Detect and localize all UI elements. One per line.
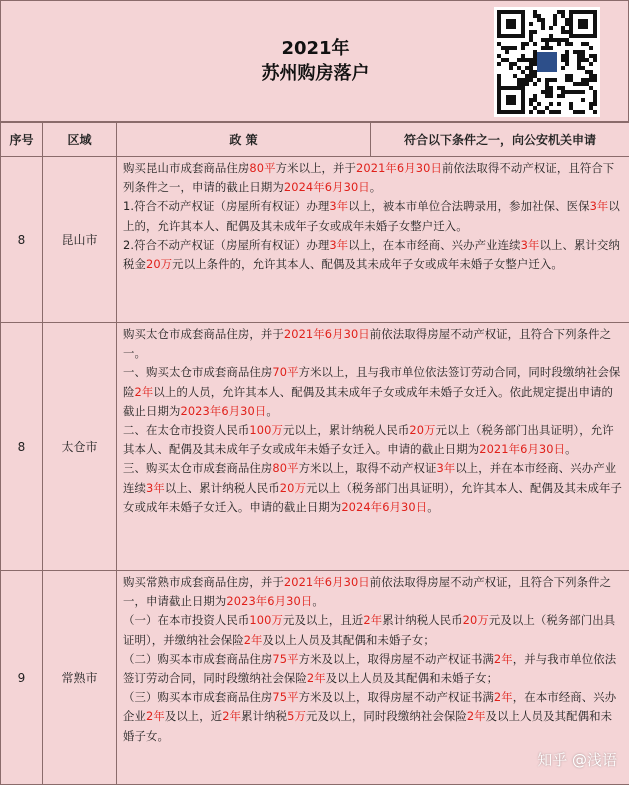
policy-segment: 元以上（税务部门出具证明），允许其本人、配偶及其未成年子女或成年未婚子女迁入。申请的截止日期为 (123, 481, 622, 514)
highlight-text: 2年 (146, 709, 165, 723)
policy-table (0, 122, 629, 785)
policy-segment: 1.符合不动产权证（房屋所有权证）办理 (123, 199, 329, 213)
policy-segment: 以上的，允许其本人、配偶及其未成年子女或成年未婚子女整户迁入。 (123, 199, 620, 232)
highlight-text: 3年 (146, 481, 165, 495)
policy-segment: 购买常熟市成套商品住房，并于 (123, 575, 284, 589)
year-title: 2021年 (1, 34, 629, 60)
policy-segment: 元及以上（税务部门出具证明），并缴纳社会保险 (123, 613, 615, 646)
row-region: 常熟市 (43, 571, 117, 785)
table-row (1, 157, 629, 323)
highlight-text: 20万 (146, 257, 172, 271)
policy-text (117, 323, 629, 571)
policy-segment: （三）购买本市成套商品住房 (123, 690, 272, 704)
highlight-text: 2年 (494, 690, 513, 704)
policy-segment: 前依法取得不动产权证，且符合下列条件之一，申请的截止日期为 (123, 161, 614, 194)
policy-segment: 购买昆山市成套商品住房 (123, 161, 249, 175)
policy-segment: 。 (370, 180, 382, 194)
highlight-text: 20万 (463, 613, 489, 627)
highlight-text: 75平 (272, 652, 298, 666)
highlight-text: 20万 (280, 481, 306, 495)
row-region: 太仓市 (43, 323, 117, 571)
column-header-no: 序号 (1, 123, 43, 157)
highlight-text: 75平 (272, 690, 298, 704)
row-region: 昆山市 (43, 157, 117, 323)
policy-segment: 方米及以上，取得房屋不动产权证书满 (299, 652, 494, 666)
policy-text (117, 157, 629, 323)
policy-segment: 及以上人员及其配偶和未婚子女； (263, 633, 435, 647)
policy-segment: 购买太仓市成套商品住房，并于 (123, 327, 284, 341)
highlight-text: 80平 (249, 161, 275, 175)
policy-segment: 三、购买太仓市成套商品住房 (123, 461, 272, 475)
policy-segment: 方米及以上，取得房屋不动产权证书满 (299, 690, 494, 704)
policy-segment: ，并与我市单位依法签订劳动合同，同时段缴纳社会保险 (123, 652, 616, 685)
table-header-row (1, 123, 629, 157)
highlight-text: 3年 (521, 238, 540, 252)
row-number: 8 (1, 157, 43, 323)
policy-segment: 以上，被本市单位合法聘录用，参加社保、医保 (348, 199, 589, 213)
highlight-text: 3年 (329, 238, 348, 252)
highlight-text: 70平 (272, 365, 298, 379)
policy-segment: 累计纳税 (241, 709, 287, 723)
qr-code-icon[interactable] (494, 7, 600, 117)
highlight-text: 5万 (287, 709, 306, 723)
highlight-text: 2年 (307, 671, 326, 685)
highlight-text: 2年 (244, 633, 263, 647)
highlight-text: 2年 (222, 709, 241, 723)
policy-segment: 二、在太仓市投资人民币 (123, 423, 249, 437)
row-number: 9 (1, 571, 43, 785)
policy-segment: 及以上，近 (165, 709, 222, 723)
policy-segment: 方米以上，并于 (276, 161, 356, 175)
policy-segment: 累计纳税人民币 (382, 613, 462, 627)
policy-segment: 2.符合不动产权证（房屋所有权证）办理 (123, 238, 329, 252)
policy-segment: 以上的人员，允许其本人、配偶及其未成年子女或成年未婚子女迁入。依此规定提出申请的截止日期为 (123, 385, 613, 418)
policy-segment: 元以上条件的，允许其本人、配偶及其未成年子女或成年未婚子女整户迁入。 (172, 257, 563, 271)
table-row (1, 571, 629, 785)
highlight-text: 20万 (409, 423, 435, 437)
highlight-text: 2021年6月30日 (356, 161, 442, 175)
policy-segment: 。 (312, 594, 324, 608)
column-header-condition: 符合以下条件之一，向公安机关申请 (371, 123, 629, 157)
highlight-text: 80平 (272, 461, 298, 475)
watermark: 知乎 @浅语 (537, 749, 617, 770)
policy-segment: 方米以上，且与我市单位依法签订劳动合同，同时段缴纳社会保险 (123, 365, 620, 398)
policy-segment: （一）在本市投资人民币 (123, 613, 249, 627)
policy-segment: 元以上（税务部门出具证明），允许其本人、配偶及其未成年子女或成年未婚子女迁入。申请的截止日期为 (123, 423, 614, 456)
highlight-text: 3年 (436, 461, 455, 475)
policy-segment: 及以上人员及其配偶和未婚子女； (326, 671, 498, 685)
policy-segment: 及以上人员及其配偶和未婚子女。 (123, 709, 612, 742)
policy-segment: 前依法取得房屋不动产权证，且符合下列条件之一，申请截止日期为 (123, 575, 611, 608)
highlight-text: 3年 (329, 199, 348, 213)
policy-segment: 。 (565, 442, 577, 456)
highlight-text: 2021年6月30日 (284, 327, 370, 341)
highlight-text: 2年 (363, 613, 382, 627)
highlight-text: 2024年6月30日 (341, 500, 427, 514)
table-row (1, 323, 629, 571)
sheet-header (0, 0, 629, 122)
policy-segment: 以上、累计纳税人民币 (165, 481, 280, 495)
qr-logo-icon (537, 52, 557, 72)
policy-segment: 。 (427, 500, 439, 514)
highlight-text: 2023年6月30日 (226, 594, 312, 608)
policy-segment: 方米以上，取得不动产权证 (299, 461, 437, 475)
highlight-text: 3年 (590, 199, 609, 213)
highlight-text: 100万 (249, 423, 283, 437)
policy-segment: 以上、累计交纳税金 (123, 238, 620, 271)
highlight-text: 2023年6月30日 (180, 404, 266, 418)
highlight-text: 2024年6月30日 (284, 180, 370, 194)
highlight-text: 2年 (494, 652, 513, 666)
highlight-text: 2年 (135, 385, 154, 399)
highlight-text: 2021年6月30日 (284, 575, 370, 589)
policy-segment: （二）购买本市成套商品住房 (123, 652, 272, 666)
policy-segment: 。 (266, 404, 278, 418)
column-header-policy: 政 策 (117, 123, 371, 157)
policy-segment: 元及以上，且近 (283, 613, 363, 627)
highlight-text: 2021年6月30日 (479, 442, 565, 456)
policy-segment: ，在本市经商、兴办企业 (123, 690, 616, 723)
policy-segment: 元以上，累计纳税人民币 (283, 423, 409, 437)
policy-segment: 以上，并在本市经商、兴办产业连续 (123, 461, 616, 494)
highlight-text: 100万 (249, 613, 283, 627)
policy-segment: 元及以上，同时段缴纳社会保险 (306, 709, 467, 723)
policy-segment: 前依法取得房屋不动产权证，且符合下列条件之一。 (123, 327, 611, 360)
highlight-text: 2年 (467, 709, 486, 723)
column-header-region: 区域 (43, 123, 117, 157)
policy-segment: 以上，在本市经商、兴办产业连续 (348, 238, 520, 252)
row-number: 8 (1, 323, 43, 571)
policy-segment: 一、购买太仓市成套商品住房 (123, 365, 272, 379)
page-title: 苏州购房落户 (1, 59, 629, 85)
